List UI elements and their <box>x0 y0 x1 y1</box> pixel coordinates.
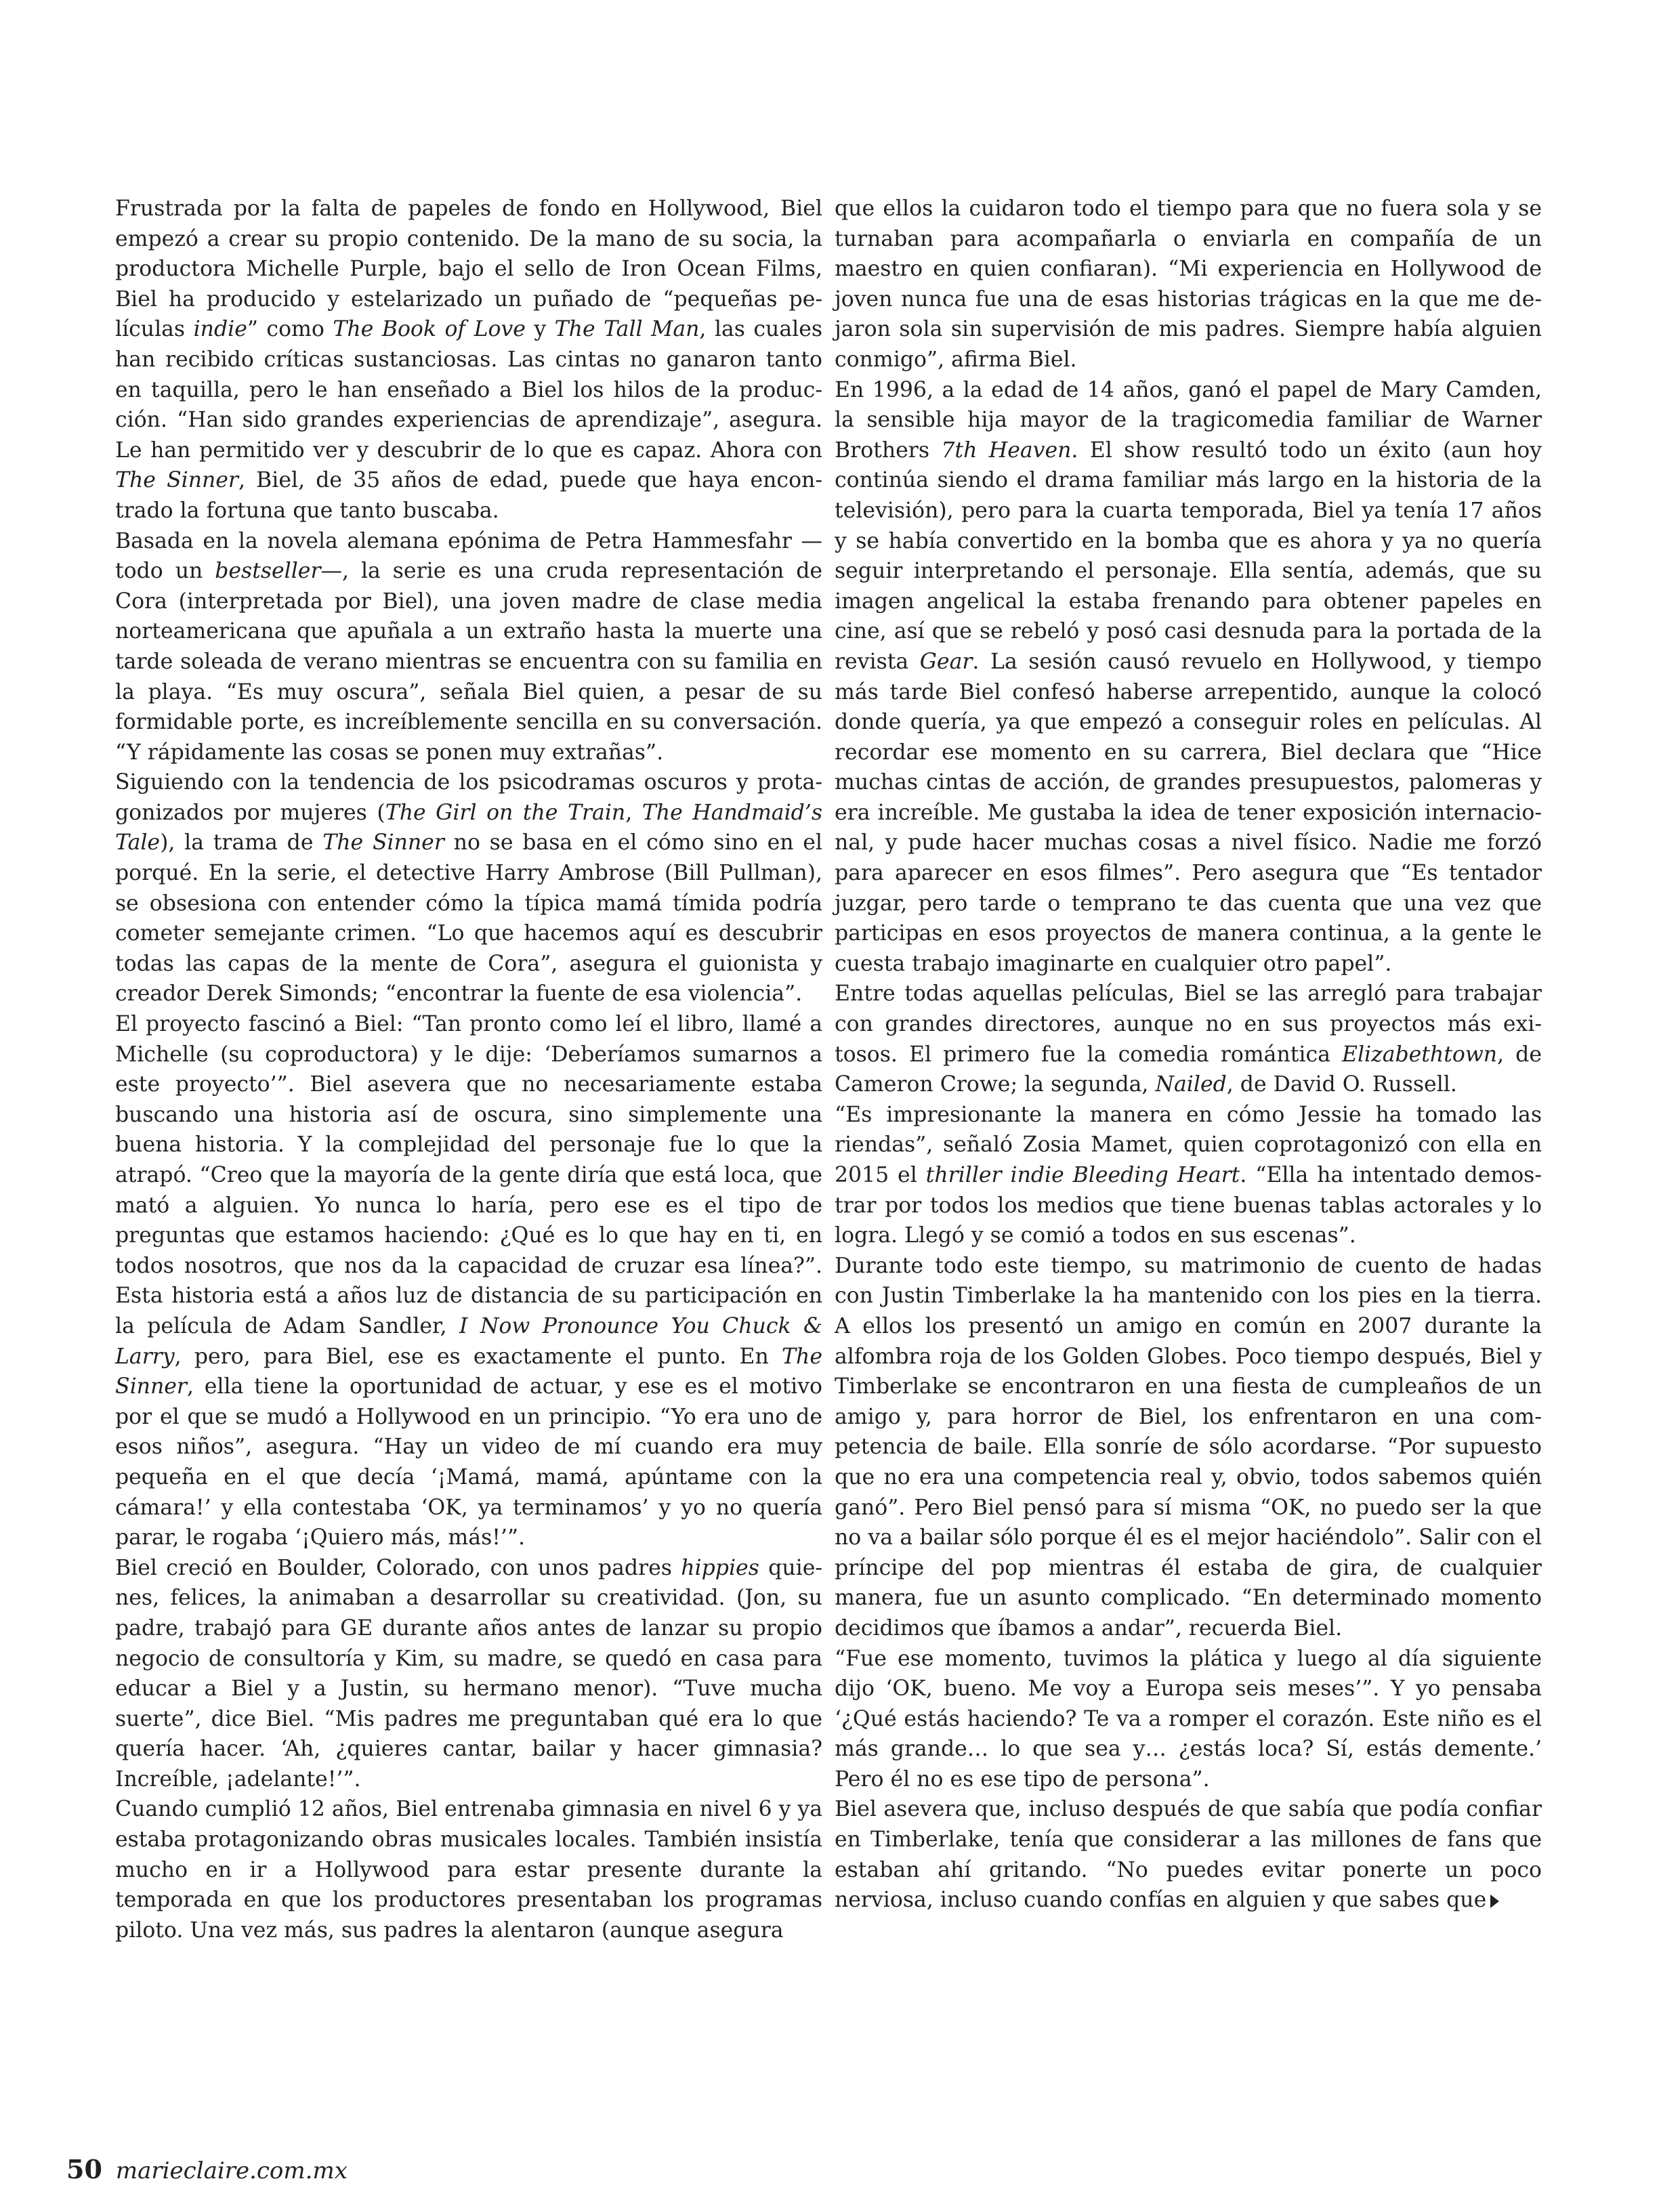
paragraph-text: quienes, felices, la animaban a desarrollar su creatividad. (Jon, su padre, trabajó para GE durante años antes de lanzar su propio negocio de consultoría y Kim, su madre, se quedó en casa para educar a Biel y a Justin, su hermano menor). “Tuve mucha suerte”, dice Biel. “Mis padres me preguntaban qué era lo que quería hacer. ‘Ah, ¿quieres cantar, bailar y hacer gimnasia? Increíble, ¡adelante!’”. <box>115 1555 823 1792</box>
paragraph-text: Entre todas aquellas películas, Biel se las arregló para trabajar con grandes directores, aunque no en sus proyectos más exitosos. El primero fue la comedia romántica <box>835 981 1542 1067</box>
website-url: marieclaire.com.mx <box>115 2157 348 2184</box>
article-paragraph <box>115 1794 822 1945</box>
article-paragraph <box>835 1251 1542 1644</box>
right-triangle-icon <box>1490 1895 1499 1908</box>
article-column-left <box>115 194 822 1945</box>
paragraph-text: Biel asevera que, incluso después de que sabía que podía confiar en Timberlake, tenía que considerar a las millones de fans que estaban ahí gritando. “No puedes evitar ponerte un poco nerviosa, incluso cuando confías en alguien y que sabes que <box>835 1797 1542 1913</box>
paragraph-text: El proyecto fascinó a Biel: “Tan pronto como leí el libro, llamé a Michelle (su coproductora) y le dije: ‘Deberíamos sumarnos a este proyecto’”. Biel asevera que no necesariamente estaba buscando una historia así de oscura, sino simplemente una buena historia. Y la complejidad del personaje fue lo que la atrapó. “Creo que la mayoría de la gente diría que está loca, que mató a alguien. Yo nunca lo haría, pero ese es el tipo de preguntas que estamos haciendo: ¿Qué es lo que hay en ti, en todos nosotros, que nos da la capacidad de cruzar esa línea?”. Esta historia está a años luz de distancia de su participación en la película de Adam Sandler, <box>115 1012 822 1338</box>
italic-title: thriller indie Bleeding Heart <box>925 1163 1240 1187</box>
paragraph-text: que ellos la cuidaron todo el tiempo para que no fuera sola y se turnaban para acompañarla o enviarla en compañía de un maestro en quien confiaran). “Mi experiencia en Hollywood de joven nunca fue una de esas historias trágicas en la que me dejaron sola sin supervisión de mis padres. Siempre había alguien conmigo”, afirma Biel. <box>835 196 1542 372</box>
article-paragraph <box>115 526 822 768</box>
paragraph-text: Cuando cumplió 12 años, Biel entrenaba gimnasia en nivel 6 y ya estaba protagonizando obras musicales locales. También insistía mucho en ir a Hollywood para estar presente durante la temporada en que los productores presentaban los programas piloto. Una vez más, sus padres la alentaron (aunque asegura <box>115 1797 822 1943</box>
article-paragraph <box>115 1553 822 1795</box>
italic-title: indie <box>193 317 247 342</box>
italic-title: The Sinner <box>115 468 238 493</box>
italic-title: The Sinner <box>115 1344 822 1399</box>
paragraph-text: —, la serie es una cruda representación de Cora (interpretada por Biel), una joven madre de clase media norteamericana que apuñala a un extraño hasta la muerte una tarde soleada de verano mientras se encuentra con su familia en la playa. “Es muy oscura”, señala Biel quien, a pesar de su formidable porte, es increíblemente sencilla en su conversación. “Y rápidamente las cosas se ponen muy extrañas”. <box>115 559 822 765</box>
paragraph-text: , pero, para Biel, ese es exactamente el punto. En <box>174 1344 782 1369</box>
article-paragraph <box>835 1644 1542 1795</box>
paragraph-text: , ella tiene la oportunidad de actuar, y ese es el motivo por el que se mudó a Hollywood en un principio. “Yo era uno de esos niños”, asegura. “Hay un video de mí cuando era muy pequeña en el que decía ‘¡Mamá, mamá, apúntame con la cámara!’ y ella contestaba ‘OK, ya terminamos’ y yo no quería parar, le rogaba ‘¡Quiero más, más!’”. <box>115 1374 822 1550</box>
article-paragraph <box>115 1009 822 1553</box>
article-paragraph <box>835 979 1542 1099</box>
paragraph-text: no se basa en el cómo sino en el porqué. En la serie, el detective Harry Ambrose (Bill Pullman), se obsesiona con entender cómo la típica mamá tímida podría cometer semejante crimen. “Lo que hacemos aquí es descubrir todas las capas de la mente de Cora”, asegura el guionista y creador Derek Simonds; “encontrar la fuente de esa violencia”. <box>115 830 822 1007</box>
paragraph-text: , Biel, de 35 años de edad, puede que haya encontrado la fortuna que tanto buscaba. <box>115 468 822 523</box>
italic-title: Nailed <box>1155 1072 1227 1097</box>
paragraph-text: Siguiendo con la tendencia de los psicodramas oscuros y protagonizados por mujeres ( <box>115 770 822 825</box>
paragraph-text: “Fue ese momento, tuvimos la plática y luego al día siguiente dijo ‘OK, bueno. Me voy a Europa seis meses’”. Y yo pensaba ‘¿Qué estás haciendo? Te va a romper el corazón. Este niño es el más grande… lo que sea y… ¿estás loca? Sí, estás demente.’ Pero él no es ese tipo de persona”. <box>835 1646 1542 1792</box>
article-paragraph <box>835 194 1542 375</box>
paragraph-text: , de David O. Russell. <box>1226 1072 1457 1097</box>
italic-title: Gear <box>919 649 973 674</box>
paragraph-text: Durante todo este tiempo, su matrimonio de cuento de hadas con Justin Timberlake la ha mantenido con los pies en la tierra. A ellos los presentó un amigo en común en 2007 durante la alfombra roja de los Golden Globes. Poco tiempo después, Biel y Timberlake se encontraron en una fiesta de cumpleaños de un amigo y, para horror de Biel, los enfrentaron en una competencia de baile. Ella sonríe de sólo acordarse. “Por supuesto que no era una competencia real y, obvio, todos sabemos quién ganó”. Pero Biel pensó para sí misma “OK, no puedo ser la que no va a bailar sólo porque él es el mejor haciéndolo”. Salir con el príncipe del pop mientras él estaba de gira, de cualquier manera, fue un asunto complicado. “En determinado momento decidimos que íbamos a andar”, recuerda Biel. <box>835 1253 1542 1641</box>
paragraph-text: , de Cameron Crowe; la segunda, <box>835 1042 1542 1097</box>
article-paragraph <box>835 375 1542 979</box>
paragraph-text: , <box>625 800 642 825</box>
paragraph-text: y <box>525 317 555 342</box>
italic-title: The Book of Love <box>333 317 526 342</box>
italic-title: I Now Pronounce You Chuck & Larry <box>115 1313 822 1369</box>
italic-title: 7th Heaven <box>941 438 1072 463</box>
italic-title: bestseller <box>215 559 321 584</box>
page-number: 50 <box>66 2154 102 2184</box>
article-column-right <box>835 194 1542 1916</box>
article-paragraph <box>835 1100 1542 1251</box>
italic-title: Elizabethtown <box>1341 1042 1498 1067</box>
paragraph-text: ), la trama de <box>160 830 323 855</box>
article-paragraph <box>115 767 822 1009</box>
paragraph-text: . “Ella ha intentado demostrar por todos los medios que tiene buenas tablas actorales y lo logra. Llegó y se comió a todos en sus escenas”. <box>835 1163 1542 1248</box>
paragraph-text: ” como <box>247 317 333 342</box>
italic-title: The Sinner <box>322 830 444 855</box>
paragraph-text: . La sesión causó revuelo en Hollywood, y tiempo más tarde Biel confesó haberse arrepentido, aunque la colocó donde quería, ya que empezó a conseguir roles en películas. Al recordar ese momento en su carrera, Biel declara que “Hice muchas cintas de acción, de grandes presupuestos, palomeras y era increíble. Me gustaba la idea de tener exposición internacional, y pude hacer muchas cosas a nivel físico. Nadie me forzó para aparecer en esos filmes”. Pero asegura que “Es tentador juzgar, pero tarde o temprano te das cuenta que una vez que participas en esos proyectos de manera continua, a la gente le cuesta trabajo imaginarte en cualquier otro papel”. <box>835 649 1542 976</box>
page-footer <box>66 2154 348 2184</box>
italic-title: The Tall Man <box>554 317 700 342</box>
italic-title: The Girl on the Train <box>385 800 626 825</box>
article-paragraph <box>835 1794 1542 1915</box>
paragraph-text: Basada en la novela alemana epónima de Petra Hammesfahr —todo un <box>115 528 822 584</box>
paragraph-text: Biel creció en Boulder, Colorado, con unos padres <box>115 1555 681 1580</box>
paragraph-text: . El show resultó todo un éxito (aun hoy continúa siendo el drama familiar más largo en la historia de la televisión), pero para la cuarta temporada, Biel ya tenía 17 años y se había convertido en la bomba que es ahora y ya no quería seguir interpretando el personaje. Ella sentía, además, que su imagen angelical la estaba frenando para obtener papeles en cine, así que se rebeló y posó casi desnuda para la portada de la revista <box>835 438 1542 674</box>
paragraph-text: , las cuales han recibido críticas sustanciosas. Las cintas no ganaron tanto en taquilla, pero le han enseñado a Biel los hilos de la producción. “Han sido grandes experiencias de aprendizaje”, asegura. Le han permitido ver y descubrir de lo que es capaz. Ahora con <box>115 317 823 463</box>
italic-title: The Handmaid’s Tale <box>115 800 823 855</box>
paragraph-text: En 1996, a la edad de 14 años, ganó el papel de Mary Camden, la sensible hija mayor de la tragicomedia familiar de Warner Brothers <box>835 377 1542 463</box>
italic-title: hippies <box>681 1555 759 1580</box>
paragraph-text: Frustrada por la falta de papeles de fondo en Hollywood, Biel empezó a crear su propio contenido. De la mano de su socia, la productora Michelle Purple, bajo el sello de Iron Ocean Films, Biel ha producido y estelarizado un puñado de “pequeñas películas <box>115 196 822 342</box>
article-paragraph <box>115 194 822 526</box>
paragraph-text: “Es impresionante la manera en cómo Jessie ha tomado las riendas”, señaló Zosia Mamet, quien coprotagonizó con ella en 2015 el <box>835 1102 1542 1187</box>
